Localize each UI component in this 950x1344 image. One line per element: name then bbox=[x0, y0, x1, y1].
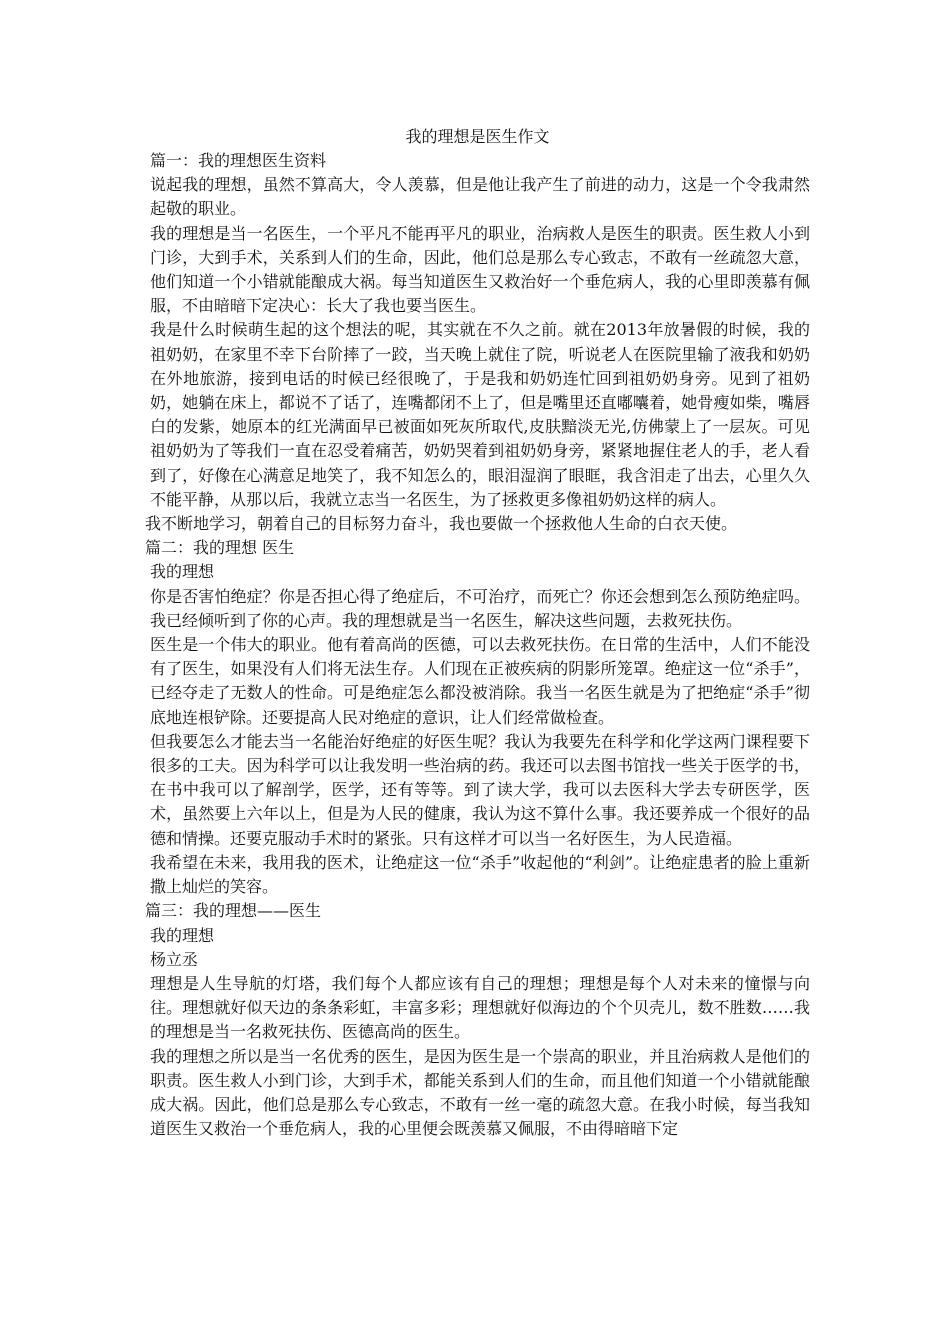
paragraph: 我希望在未来，我用我的医术，让绝症这一位“杀手”收起他的“利剑”。让绝症患者的脸上重新撒上灿烂的笑容。 bbox=[150, 852, 810, 897]
paragraph: 理想是人生导航的灯塔，我们每个人都应该有自己的理想；理想是每个人对未来的憧憬与向往。理想就好似天边的条条彩虹，丰富多彩；理想就好似海边的个个贝壳儿，数不胜数……我的理想是当一名救死扶伤、医德高尚的医生。 bbox=[150, 973, 810, 1042]
paragraph-list bbox=[145, 149, 810, 1141]
paragraph: 我不断地学习，朝着自己的目标努力奋斗，我也要做一个拯救他人生命的白衣天使。 bbox=[145, 514, 738, 534]
paragraph: 杨立丞 bbox=[150, 949, 199, 969]
paragraph: 我是什么时候萌生起的这个想法的呢，其实就在不久之前。就在2013年放暑假的时候，我的祖奶奶，在家里不幸下台阶摔了一跤，当天晚上就住了院，听说老人在医院里输了液我和奶奶在外地旅游，接到电话的时候已经很晚了，于是我和奶奶连忙回到祖奶奶身旁。见到了祖奶奶，她躺在床上，都说不了话了，连嘴都闭不上了，但是嘴里还直嘟囔着，她骨瘦如柴，嘴唇白的发紫，她原本的红光满面早已被面如死灰所取代,皮肤黯淡无光,仿佛蒙上了一层灰。可见祖奶奶为了等我们一直在忍受着痛苦，奶奶哭着到祖奶奶身旁，紧紧地握住老人的手，老人看到了，好像在心满意足地笑了，我不知怎么的，眼泪湿润了眼眶，我含泪走了出去，心里久久不能平静，从那以后，我就立志当一名医生，为了拯救更多像祖奶奶这样的病人。 bbox=[150, 320, 810, 509]
document-title: 我的理想是医生作文 bbox=[405, 127, 550, 146]
paragraph: 说起我的理想，虽然不算高大，令人羡慕，但是他让我产生了前进的动力，这是一个令我肃然起敬的职业。 bbox=[150, 175, 810, 219]
document-body bbox=[145, 124, 810, 1141]
paragraph: 我的理想之所以是当一名优秀的医生，是因为医生是一个崇高的职业，并且治病救人是他们的职责。医生救人小到门诊，大到手术，都能关系到人们的生命，而且他们知道一个小错就能酿成大祸。因此，他们总是那么专心致志，不敢有一丝一毫的疏忽大意。在我小时候，每当我知道医生又救治一个垂危病人，我的心里便会既羡慕又佩服，不由得暗暗下定 bbox=[150, 1046, 810, 1139]
paragraph: 但我要怎么才能去当一名能治好绝症的好医生呢？我认为我要先在科学和化学这两门课程要下很多的工夫。因为科学可以让我发明一些治病的药。我还可以去图书馆找一些关于医学的书，在书中我可以了解剖学，医学，还有等等。到了读大学，我可以去医科大学去专研医学，医术，虽然要上六年以上，但是为人民的健康，我认为这不算什么事。我还要养成一个很好的品德和情操。还要克服动手术时的紧张。只有这样才可以当一名好医生，为人民造福。 bbox=[150, 731, 810, 848]
paragraph: 我的理想是当一名医生，一个平凡不能再平凡的职业，治病救人是医生的职责。医生救人小到门诊，大到手术，关系到人们的生命，因此，他们总是那么专心致志，不敢有一丝疏忽大意，他们知道一个小错就能酿成大祸。每当知道医生又救治好一个垂危病人，我的心里即羡慕有佩服，不由暗暗下定决心：长大了我也要当医生。 bbox=[150, 223, 810, 316]
paragraph: 篇一：我的理想医生资料 bbox=[150, 151, 327, 170]
paragraph: 我的理想 bbox=[150, 925, 215, 945]
paragraph: 篇二：我的理想 医生 bbox=[145, 538, 295, 558]
paragraph: 篇三：我的理想——医生 bbox=[145, 901, 322, 921]
paragraph: 医生是一个伟大的职业。他有着高尚的医德，可以去救死扶伤。在日常的生活中，人们不能没有了医生，如果没有人们将无法生存。人们现在正被疾病的阴影所笼罩。绝症这一位“杀手”，已经夺走了无数人的性命。可是绝症怎么都没被消除。我当一名医生就是为了把绝症“杀手”彻底地连根铲除。还要提高人民对绝症的意识，让人们经常做检查。 bbox=[150, 635, 810, 727]
paragraph: 你是否害怕绝症？你是否担心得了绝症后，不可治疗，而死亡？你还会想到怎么预防绝症吗。我已经倾听到了你的心声。我的理想就是当一名医生，解决这些问题，去救死扶伤。 bbox=[150, 586, 810, 630]
paragraph: 我的理想 bbox=[150, 562, 215, 582]
